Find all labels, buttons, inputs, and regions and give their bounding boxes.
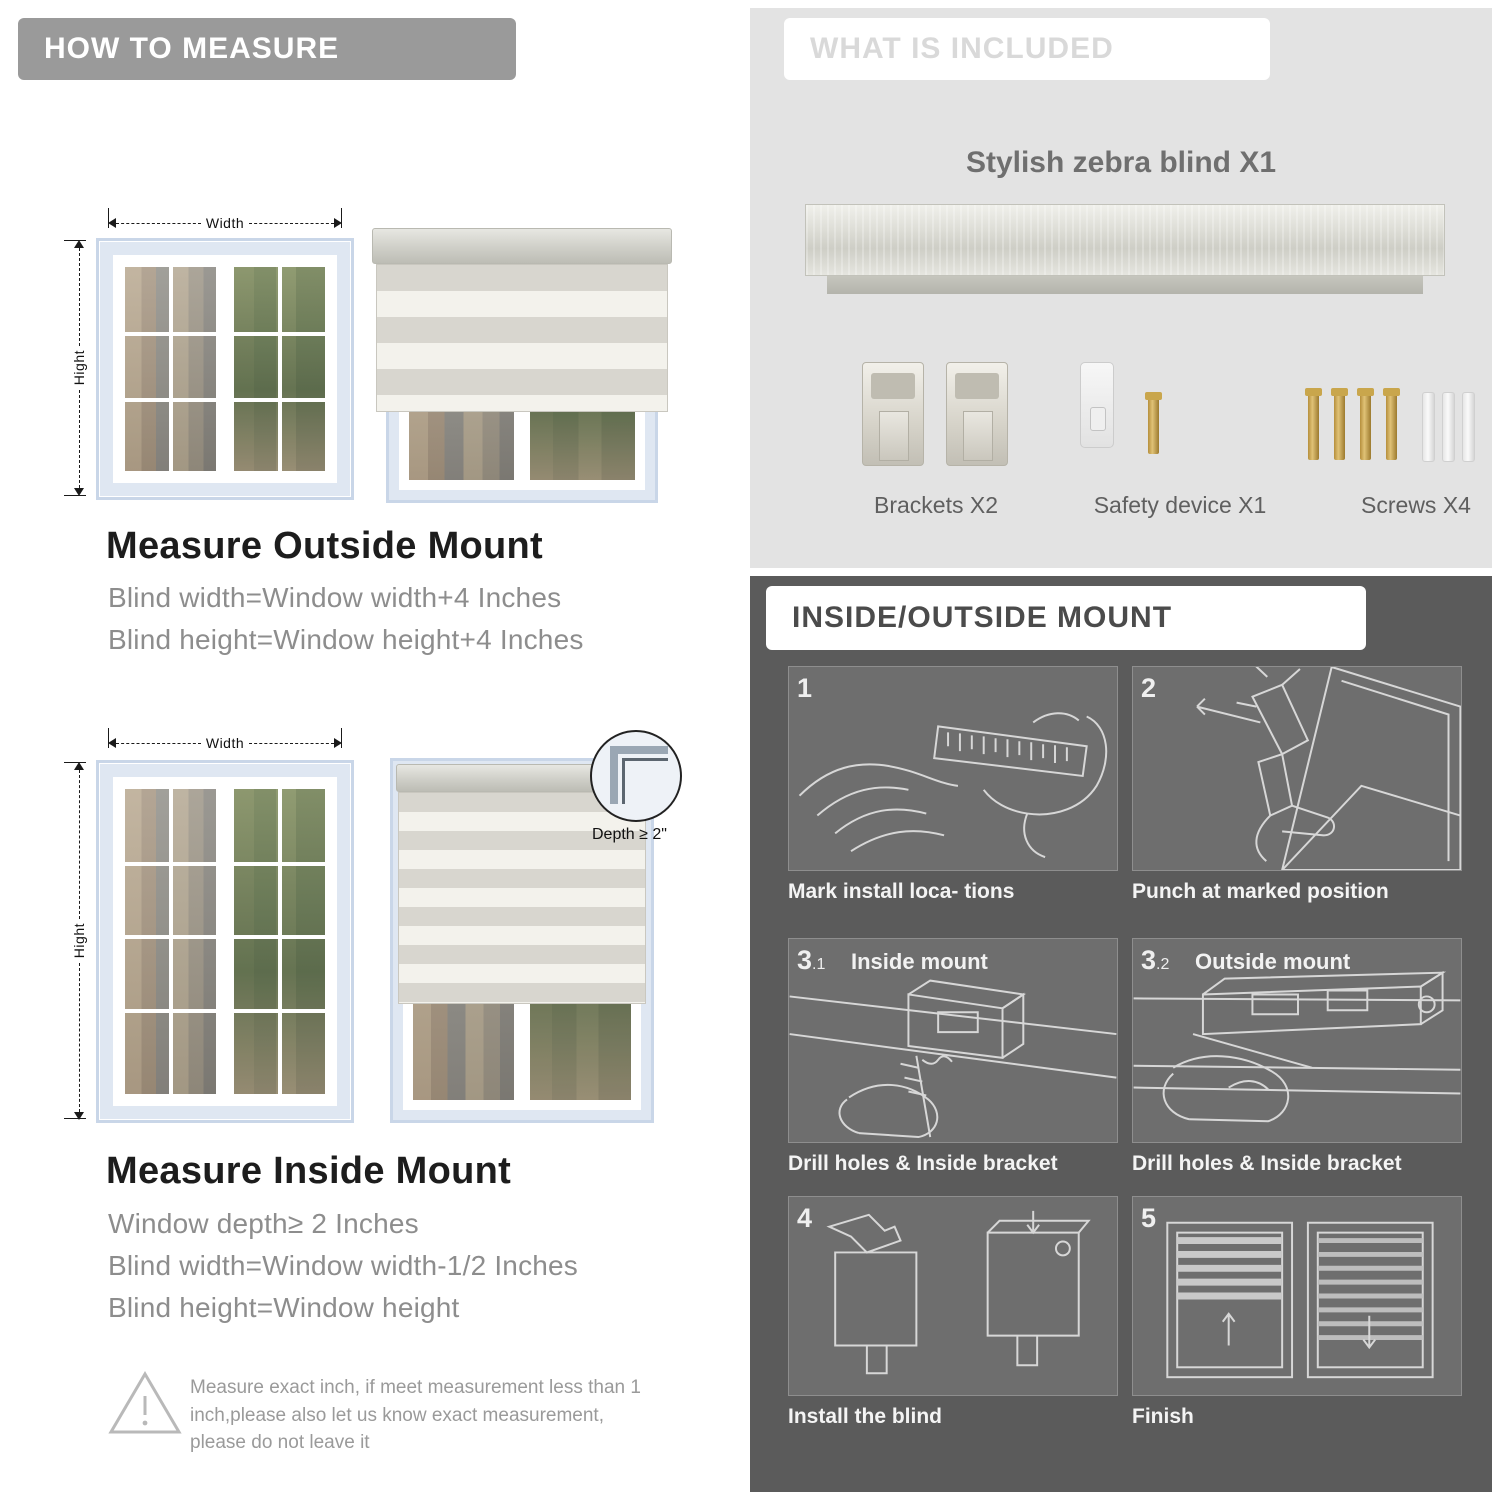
mount-step-3-2-inline-label: Outside mount [1195, 949, 1351, 974]
how-to-measure-panel [0, 0, 742, 1500]
window-illustration [96, 238, 354, 500]
arrow-up-icon [74, 762, 84, 770]
dim-tick [108, 728, 109, 748]
finished-blind-icon [1133, 1197, 1461, 1395]
mount-step-4 [788, 1196, 1118, 1429]
outside-height-dimension [72, 240, 86, 496]
screw-icon [1148, 398, 1159, 454]
step-number-sub: .1 [812, 956, 826, 973]
step-number-text: 5 [1141, 1203, 1157, 1233]
window-inner [113, 255, 337, 483]
mount-step-3-2 [1132, 938, 1462, 1176]
mount-step-4-number [797, 1203, 812, 1234]
dim-tick [108, 208, 109, 228]
wall-anchor-icon [1442, 392, 1455, 462]
step-number-text: 2 [1141, 673, 1157, 703]
mount-step-4-art [788, 1196, 1118, 1396]
inside-height-label: Hight [71, 923, 87, 959]
mount-step-2-art [1132, 666, 1462, 871]
dim-tick [64, 495, 86, 496]
included-product-title: Stylish zebra blind X1 [965, 146, 1277, 179]
inside-mount-heading: Measure Inside Mount [106, 1150, 512, 1192]
mount-step-3-1-art [788, 938, 1118, 1143]
dim-tick [64, 1118, 86, 1119]
inside-height-dimension [72, 762, 86, 1120]
step-number-text: 3 [797, 945, 813, 975]
part-brackets-label: Brackets X2 [874, 492, 998, 518]
mount-step-1 [788, 666, 1118, 904]
depth-callout-circle [590, 730, 682, 822]
window-sash [121, 263, 220, 475]
zebra-fabric [376, 264, 668, 412]
what-is-included-panel [750, 8, 1492, 568]
outside-height-label: Hight [71, 350, 87, 386]
mount-step-1-number [797, 673, 812, 704]
outside-mount-figure [0, 100, 742, 655]
mount-step-4-caption: Install the blind [788, 1405, 943, 1428]
dim-line [79, 963, 80, 1112]
bracket-icon [806, 348, 1066, 478]
muntin-grid [234, 789, 325, 1094]
mount-step-5 [1132, 1196, 1462, 1429]
mount-step-5-art [1132, 1196, 1462, 1396]
dim-line [79, 390, 80, 488]
inside-mount-line-1: Window depth≥ 2 Inches [108, 1208, 419, 1239]
mount-step-5-caption: Finish [1132, 1405, 1194, 1428]
mount-step-3-2-art [1132, 938, 1462, 1143]
dim-tick [64, 762, 86, 763]
warning-triangle-svg [108, 1370, 182, 1436]
step-number-text: 3 [1141, 945, 1157, 975]
mount-step-1-caption: Mark install loca- tions [788, 880, 1015, 903]
how-to-measure-tab [18, 18, 516, 80]
depth-label: Depth ≥ 2" [592, 826, 667, 843]
inside-mount-figure [0, 720, 742, 1360]
window-depth-corner-inner [622, 758, 668, 804]
safety-device-icon [1080, 362, 1114, 448]
screw-icon [1286, 348, 1500, 478]
outside-width-dimension [108, 216, 342, 230]
screw-icon [1386, 394, 1397, 460]
mount-step-3-1-number [797, 945, 825, 976]
zebra-fabric [398, 792, 646, 1004]
part-brackets [806, 348, 1066, 519]
dim-line [116, 743, 201, 744]
inside-width-label: Width [205, 735, 245, 751]
window-sash [121, 785, 220, 1098]
what-is-included-tab [784, 18, 1270, 80]
part-safety-device-label: Safety device X1 [1093, 492, 1267, 518]
dim-tick [64, 240, 86, 241]
hand-ruler-icon [789, 667, 1117, 870]
install-blind-icon [789, 1197, 1117, 1395]
screw-icon [1360, 394, 1371, 460]
zebra-blind-product-image [805, 204, 1445, 310]
drill-icon [1133, 667, 1461, 870]
mount-step-5-number [1141, 1203, 1156, 1234]
step-number-sub: .2 [1156, 956, 1170, 973]
inside-outside-mount-panel [750, 576, 1492, 1492]
blind-headrail [372, 228, 672, 264]
mount-step-3-1-inline-label: Inside mount [851, 949, 988, 974]
bracket-icon [862, 362, 924, 466]
inside-outside-mount-tab-label: INSIDE/OUTSIDE MOUNT [792, 601, 1173, 634]
dim-line [249, 223, 334, 224]
dim-line [79, 770, 80, 919]
wall-anchor-icon [1422, 392, 1435, 462]
mount-step-2-number [1141, 673, 1156, 704]
bracket-icon [946, 362, 1008, 466]
outside-width-label: Width [205, 215, 245, 231]
part-screws [1286, 348, 1500, 519]
inside-mount-line-2: Blind width=Window width-1/2 Inches [108, 1250, 579, 1281]
muntin-grid [125, 789, 216, 1094]
screw-icon [1308, 394, 1319, 460]
dim-tick [341, 208, 342, 228]
window-sash [230, 785, 329, 1098]
screw-icon [1334, 394, 1345, 460]
muntin-grid [125, 267, 216, 471]
step-number-text: 4 [797, 1203, 813, 1233]
part-screws-label: Screws X4 [1361, 492, 1471, 518]
dim-tick [341, 728, 342, 748]
outside-mount-blind-illustration [372, 228, 672, 503]
outside-mount-line-1: Blind width=Window width+4 Inches [108, 582, 562, 613]
blind-roller-tube [805, 204, 1445, 276]
inside-mount-line-3: Blind height=Window height [108, 1292, 460, 1323]
dim-line [249, 743, 334, 744]
step-number-text: 1 [797, 673, 813, 703]
inside-outside-mount-tab [766, 586, 1366, 650]
safety-device-icon [1050, 348, 1310, 478]
blind-roller-shadow [827, 276, 1423, 294]
arrow-up-icon [74, 240, 84, 248]
window-sash [230, 263, 329, 475]
dim-line [79, 248, 80, 346]
muntin-grid [234, 267, 325, 471]
outside-mount-line-2: Blind height=Window height+4 Inches [108, 624, 584, 655]
measurement-note: Measure exact inch, if meet measurement less than 1 inch,please also let us know exact measurement, please do not leave it [190, 1377, 641, 1454]
mount-step-3-2-caption: Drill holes & Inside bracket [1132, 1152, 1402, 1175]
mount-step-2-caption: Punch at marked position [1132, 880, 1389, 903]
mount-step-3-2-number [1141, 945, 1169, 976]
outside-mount-heading: Measure Outside Mount [106, 525, 544, 567]
mount-step-3-1 [788, 938, 1118, 1176]
what-is-included-tab-label: WHAT IS INCLUDED [810, 32, 1114, 65]
part-safety-device [1050, 348, 1310, 519]
dim-line [116, 223, 201, 224]
arrow-left-icon [108, 218, 116, 228]
arrow-left-icon [108, 738, 116, 748]
mount-step-3-1-caption: Drill holes & Inside bracket [788, 1152, 1058, 1175]
window-illustration [96, 760, 354, 1123]
warning-triangle-icon [108, 1370, 182, 1436]
wall-anchor-icon [1462, 392, 1475, 462]
mount-step-2 [1132, 666, 1462, 904]
mount-step-1-art [788, 666, 1118, 871]
window-inner [113, 777, 337, 1106]
inside-width-dimension [108, 736, 342, 750]
how-to-measure-tab-label: HOW TO MEASURE [44, 32, 340, 65]
